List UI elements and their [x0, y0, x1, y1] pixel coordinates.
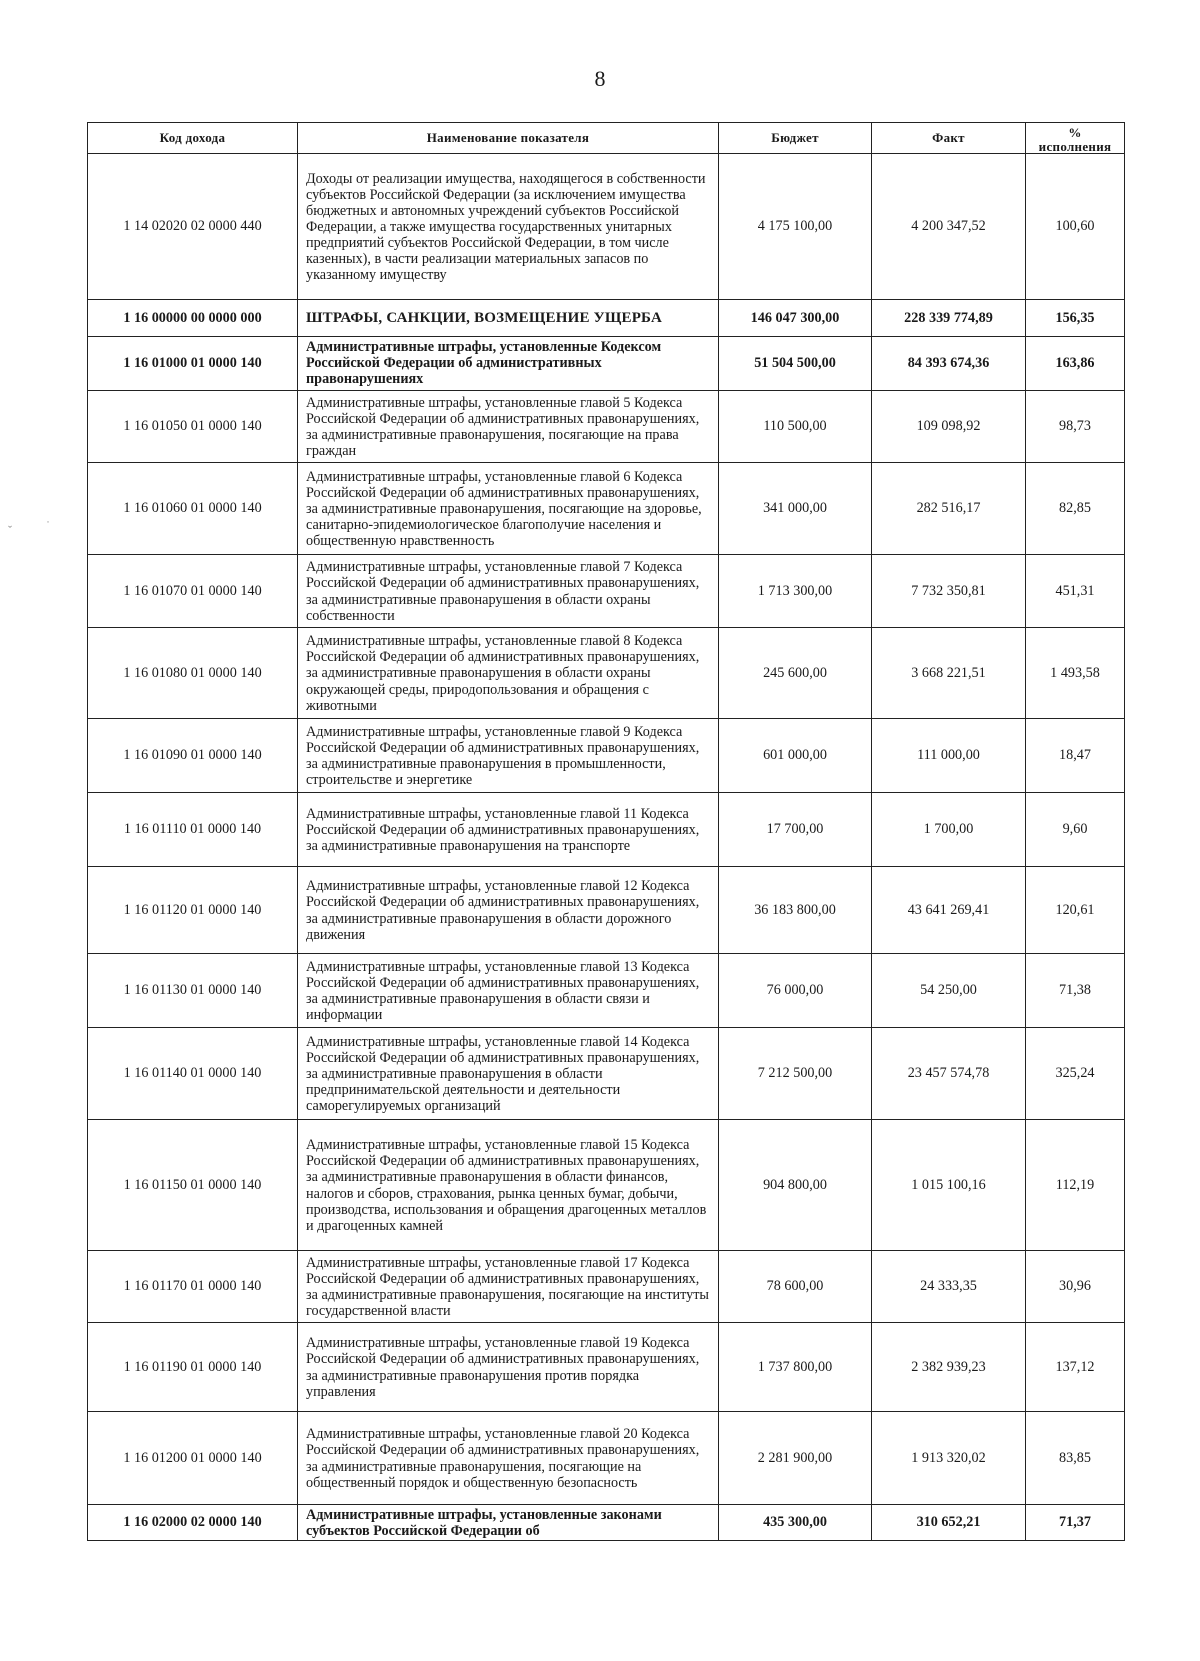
row-name	[298, 337, 719, 391]
row-percent: 18,47	[1026, 719, 1125, 793]
row-fact: 43 641 269,41	[872, 867, 1026, 954]
row-code: 1 16 01070 01 0000 140	[88, 555, 298, 628]
row-percent: 83,85	[1026, 1412, 1125, 1505]
table-row	[88, 154, 1125, 300]
row-budget: 51 504 500,00	[719, 337, 872, 391]
row-fact: 1 913 320,02	[872, 1412, 1026, 1505]
row-budget: 904 800,00	[719, 1120, 872, 1251]
row-fact: 228 339 774,89	[872, 300, 1026, 337]
row-fact: 282 516,17	[872, 463, 1026, 555]
row-percent: 163,86	[1026, 337, 1125, 391]
table-row	[88, 300, 1125, 337]
row-code: 1 16 01140 01 0000 140	[88, 1028, 298, 1120]
scan-artifact: ˙	[46, 518, 50, 532]
header-percent-label: исполнения	[1038, 139, 1112, 152]
table-row	[88, 793, 1125, 867]
header-budget: Бюджет	[719, 123, 872, 154]
row-name: ШТРАФЫ, САНКЦИИ, ВОЗМЕЩЕНИЕ УЩЕРБА	[298, 300, 719, 337]
row-name: Административные штрафы, установленные главой 5 Кодекса Российской Федерации об административных правонарушениях, за административные правонарушения, посягающие на права граждан	[298, 391, 719, 463]
table-row	[88, 1120, 1125, 1251]
row-code: 1 16 02000 02 0000 140	[88, 1505, 298, 1541]
header-percent-symbol: %	[1068, 126, 1082, 140]
row-percent: 451,31	[1026, 555, 1125, 628]
row-code: 1 16 01150 01 0000 140	[88, 1120, 298, 1251]
row-fact: 3 668 221,51	[872, 628, 1026, 719]
table-row	[88, 1412, 1125, 1505]
row-name: Административные штрафы, установленные главой 17 Кодекса Российской Федерации об административных правонарушениях, за административные правонарушения, посягающие на институты государственной власти	[298, 1251, 719, 1323]
row-fact: 23 457 574,78	[872, 1028, 1026, 1120]
row-budget: 245 600,00	[719, 628, 872, 719]
row-name: Административные штрафы, установленные главой 9 Кодекса Российской Федерации об административных правонарушениях, за административные правонарушения в промышленности, строительстве и энергетике	[298, 719, 719, 793]
table-row	[88, 954, 1125, 1028]
row-budget: 1 713 300,00	[719, 555, 872, 628]
header-percent	[1026, 123, 1125, 154]
row-budget: 36 183 800,00	[719, 867, 872, 954]
row-name: Доходы от реализации имущества, находящегося в собственности субъектов Российской Федерации (за исключением имущества бюджетных и автономных учреждений субъектов Российской Федерации, а также имущества государственных унитарных предприятий субъектов Российской Федерации, в том числе казенных), в части реализации материальных запасов по указанному имуществу	[298, 154, 719, 300]
row-percent: 1 493,58	[1026, 628, 1125, 719]
row-budget: 341 000,00	[719, 463, 872, 555]
page-number: 8	[594, 66, 606, 91]
row-name: Административные штрафы, установленные главой 12 Кодекса Российской Федерации об административных правонарушениях, за административные правонарушения в области дорожного движения	[298, 867, 719, 954]
row-budget: 4 175 100,00	[719, 154, 872, 300]
row-percent: 325,24	[1026, 1028, 1125, 1120]
table-row	[88, 1028, 1125, 1120]
row-percent: 71,37	[1026, 1505, 1125, 1541]
header-fact: Факт	[872, 123, 1026, 154]
row-name: Административные штрафы, установленные главой 13 Кодекса Российской Федерации об административных правонарушениях, за административные правонарушения в области связи и информации	[298, 954, 719, 1028]
table-row	[88, 463, 1125, 555]
row-code: 1 16 01110 01 0000 140	[88, 793, 298, 867]
row-budget: 1 737 800,00	[719, 1323, 872, 1412]
row-code: 1 16 01050 01 0000 140	[88, 391, 298, 463]
row-percent: 120,61	[1026, 867, 1125, 954]
header-code: Код дохода	[88, 123, 298, 154]
header-name: Наименование показателя	[298, 123, 719, 154]
row-code: 1 16 01080 01 0000 140	[88, 628, 298, 719]
row-name: Административные штрафы, установленные главой 19 Кодекса Российской Федерации об административных правонарушениях, за административные правонарушения против порядка управления	[298, 1323, 719, 1412]
row-name-text: Административные штрафы, установленные Кодексом Российской Федерации об административных правонарушениях	[306, 339, 662, 388]
row-code: 1 16 01120 01 0000 140	[88, 867, 298, 954]
row-code: 1 16 01000 01 0000 140	[88, 337, 298, 391]
row-name	[298, 1505, 719, 1541]
table-row	[88, 867, 1125, 954]
row-fact: 111 000,00	[872, 719, 1026, 793]
row-budget: 78 600,00	[719, 1251, 872, 1323]
row-name: Административные штрафы, установленные главой 11 Кодекса Российской Федерации об административных правонарушениях, за административные правонарушения на транспорте	[298, 793, 719, 867]
row-code: 1 16 01200 01 0000 140	[88, 1412, 298, 1505]
row-fact: 84 393 674,36	[872, 337, 1026, 391]
row-code: 1 14 02020 02 0000 440	[88, 154, 298, 300]
row-percent: 137,12	[1026, 1323, 1125, 1412]
row-percent: 82,85	[1026, 463, 1125, 555]
row-fact: 7 732 350,81	[872, 555, 1026, 628]
row-name: Административные штрафы, установленные главой 7 Кодекса Российской Федерации об административных правонарушениях, за административные правонарушения в области охраны собственности	[298, 555, 719, 628]
row-fact: 1 700,00	[872, 793, 1026, 867]
table-row	[88, 1251, 1125, 1323]
row-budget: 2 281 900,00	[719, 1412, 872, 1505]
table-row	[88, 719, 1125, 793]
row-percent: 9,60	[1026, 793, 1125, 867]
row-budget: 110 500,00	[719, 391, 872, 463]
row-percent: 156,35	[1026, 300, 1125, 337]
row-fact: 24 333,35	[872, 1251, 1026, 1323]
row-percent: 30,96	[1026, 1251, 1125, 1323]
row-code: 1 16 01060 01 0000 140	[88, 463, 298, 555]
row-fact: 1 015 100,16	[872, 1120, 1026, 1251]
row-budget: 76 000,00	[719, 954, 872, 1028]
row-fact: 4 200 347,52	[872, 154, 1026, 300]
row-budget: 435 300,00	[719, 1505, 872, 1541]
row-name: Административные штрафы, установленные главой 14 Кодекса Российской Федерации об административных правонарушениях, за административные правонарушения в области предпринимательской деятельности и деятельности саморегулируемых организаций	[298, 1028, 719, 1120]
row-budget: 601 000,00	[719, 719, 872, 793]
row-budget: 146 047 300,00	[719, 300, 872, 337]
row-name: Административные штрафы, установленные главой 8 Кодекса Российской Федерации об административных правонарушениях, за административные правонарушения в области охраны окружающей среды, природопользования и обращения с животными	[298, 628, 719, 719]
table-row	[88, 1323, 1125, 1412]
table-row	[88, 1505, 1125, 1541]
table-header-row	[88, 123, 1125, 154]
table-row	[88, 337, 1125, 391]
row-fact: 2 382 939,23	[872, 1323, 1026, 1412]
row-percent: 98,73	[1026, 391, 1125, 463]
table-row	[88, 391, 1125, 463]
row-name: Административные штрафы, установленные главой 6 Кодекса Российской Федерации об административных правонарушениях, за административные правонарушения, посягающие на здоровье, санитарно-эпидемиологическое благополучие населения и общественную нравственность	[298, 463, 719, 555]
row-fact: 109 098,92	[872, 391, 1026, 463]
revenue-table	[87, 122, 1125, 1541]
row-code: 1 16 01170 01 0000 140	[88, 1251, 298, 1323]
row-fact: 310 652,21	[872, 1505, 1026, 1541]
row-fact: 54 250,00	[872, 954, 1026, 1028]
row-budget: 17 700,00	[719, 793, 872, 867]
row-percent: 112,19	[1026, 1120, 1125, 1251]
row-name: Административные штрафы, установленные главой 20 Кодекса Российской Федерации об административных правонарушениях, за административные правонарушения, посягающие на общественный порядок и общественную безопасность	[298, 1412, 719, 1505]
row-name-text: Административные штрафы, установленные законами субъектов Российской Федерации об	[306, 1507, 662, 1539]
row-code: 1 16 01130 01 0000 140	[88, 954, 298, 1028]
table-row	[88, 555, 1125, 628]
row-budget: 7 212 500,00	[719, 1028, 872, 1120]
row-name: Административные штрафы, установленные главой 15 Кодекса Российской Федерации об административных правонарушениях, за административные правонарушения в области финансов, налогов и сборов, страхования, рынка ценных бумаг, добычи, производства, использования и обращения драгоценных металлов и драгоценных камней	[298, 1120, 719, 1251]
row-code: 1 16 01090 01 0000 140	[88, 719, 298, 793]
table-row	[88, 628, 1125, 719]
row-percent: 100,60	[1026, 154, 1125, 300]
row-code: 1 16 01190 01 0000 140	[88, 1323, 298, 1412]
row-percent: 71,38	[1026, 954, 1125, 1028]
row-code: 1 16 00000 00 0000 000	[88, 300, 298, 337]
scan-artifact: ˇ	[8, 523, 12, 537]
